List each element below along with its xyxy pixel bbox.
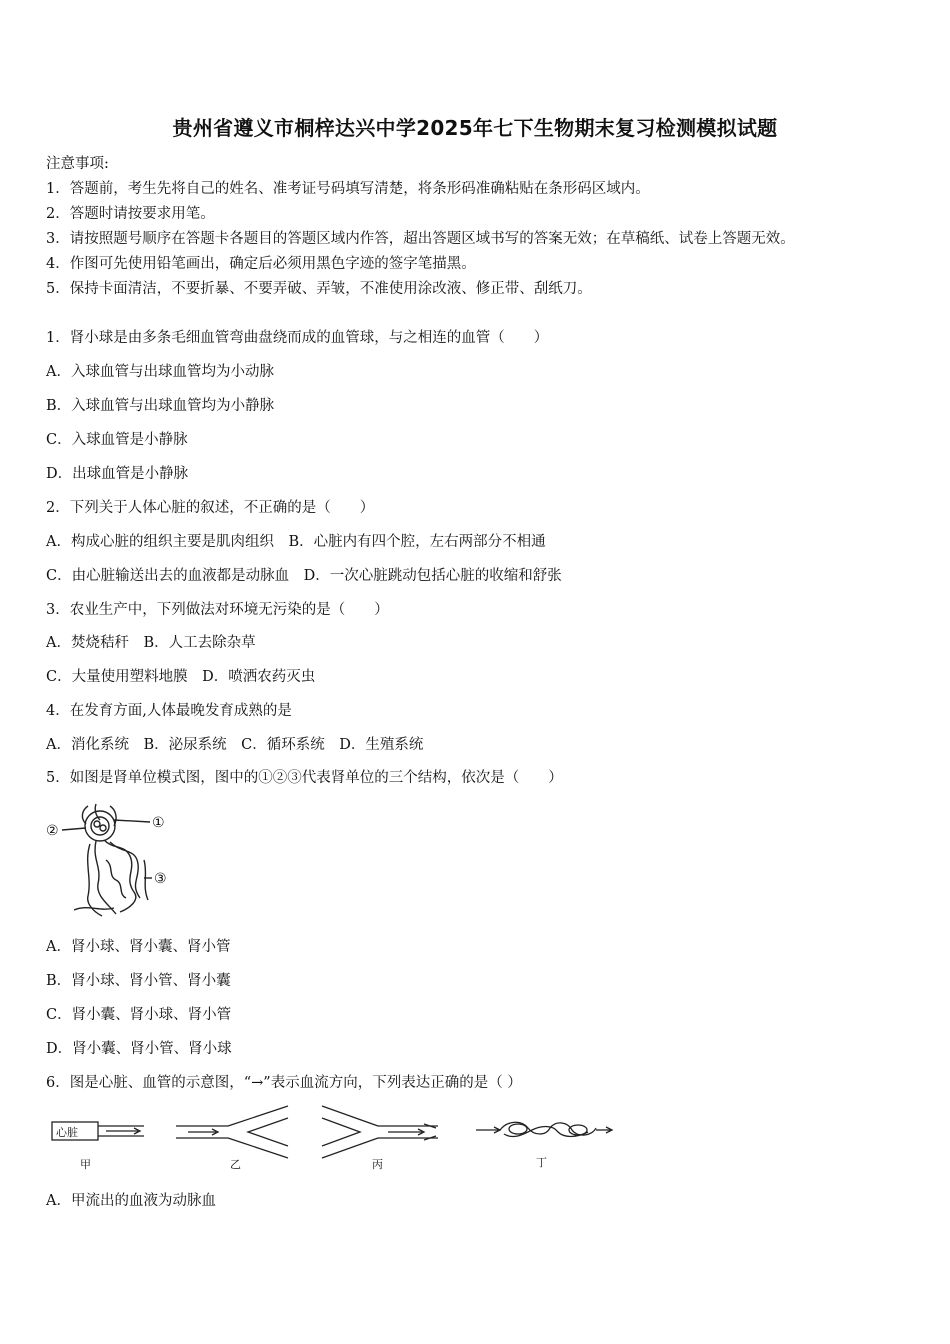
q6-stem: 6．图是心脏、血管的示意图，“→”表示血流方向，下列表达正确的是（ ） (46, 1075, 522, 1091)
q2-options-cd: C．由心脏输送出去的血液都是动脉血 D．一次心脏跳动包括心脏的收缩和舒张 (46, 568, 562, 584)
q1-option-d: D．出球血管是小静脉 (46, 466, 189, 482)
heart-label: 心脏 (56, 1126, 78, 1139)
nephron-label-3: ③ (154, 871, 167, 887)
q1-stem: 1．肾小球是由多条毛细血管弯曲盘绕而成的血管球，与之相连的血管（ ） (46, 330, 549, 346)
fig-label-jia: 甲 (80, 1158, 91, 1171)
q1-option-b: B．入球血管与出球血管均为小静脉 (46, 398, 275, 414)
q4-stem: 4．在发育方面,人体最晚发育成熟的是 (46, 703, 292, 719)
fig-label-ding: 丁 (536, 1156, 547, 1169)
q2-options-ab: A．构成心脏的组织主要是肌肉组织 B．心脏内有四个腔，左右两部分不相通 (46, 534, 546, 550)
nephron-label-1: ① (152, 815, 165, 831)
q5-option-b: B．肾小球、肾小管、肾小囊 (46, 973, 231, 989)
page-title: 贵州省遵义市桐梓达兴中学2025年七下生物期末复习检测模拟试题 (172, 116, 778, 140)
notice-heading: 注意事项: (46, 156, 109, 172)
q3-stem: 3．农业生产中，下列做法对环境无污染的是（ ） (46, 602, 389, 618)
notice-item: 4．作图可先使用铅笔画出，确定后必须用黑色字迹的签字笔描黑。 (46, 256, 476, 272)
notice-item: 3．请按照题号顺序在答题卡各题目的答题区域内作答，超出答题区域书写的答案无效；在草稿纸、试卷上答题无效。 (46, 231, 795, 247)
notice-item: 1．答题前，考生先将自己的姓名、准考证号码填写清楚，将条形码准确粘贴在条形码区域内。 (46, 181, 650, 197)
q2-stem: 2．下列关于人体心脏的叙述，不正确的是（ ） (46, 500, 375, 516)
q4-options: A．消化系统 B．泌尿系统 C．循环系统 D．生殖系统 (46, 737, 424, 753)
heart-vessel-diagram (48, 1100, 618, 1175)
q3-options-ab: A．焚烧秸秆 B．人工去除杂草 (46, 635, 256, 651)
q3-options-cd: C．大量使用塑料地膜 D．喷洒农药灭虫 (46, 669, 316, 685)
q5-option-c: C．肾小囊、肾小球、肾小管 (46, 1007, 232, 1023)
fig-label-bing: 丙 (372, 1158, 383, 1171)
notice-item: 2．答题时请按要求用笔。 (46, 206, 215, 222)
notice-item: 5．保持卡面清洁，不要折暴、不要弄破、弄皱，不准使用涂改液、修正带、刮纸刀。 (46, 281, 592, 297)
nephron-diagram (44, 800, 179, 922)
q1-option-c: C．入球血管是小静脉 (46, 432, 188, 448)
nephron-label-2: ② (46, 823, 59, 839)
q5-option-d: D．肾小囊、肾小管、肾小球 (46, 1041, 232, 1057)
q1-option-a: A．入球血管与出球血管均为小动脉 (46, 364, 274, 380)
fig-label-yi: 乙 (230, 1158, 241, 1171)
q5-stem: 5．如图是肾单位模式图，图中的①②③代表肾单位的三个结构，依次是（ ） (46, 770, 563, 786)
q5-option-a: A．肾小球、肾小囊、肾小管 (46, 939, 231, 955)
q6-option-a: A．甲流出的血液为动脉血 (46, 1193, 216, 1209)
